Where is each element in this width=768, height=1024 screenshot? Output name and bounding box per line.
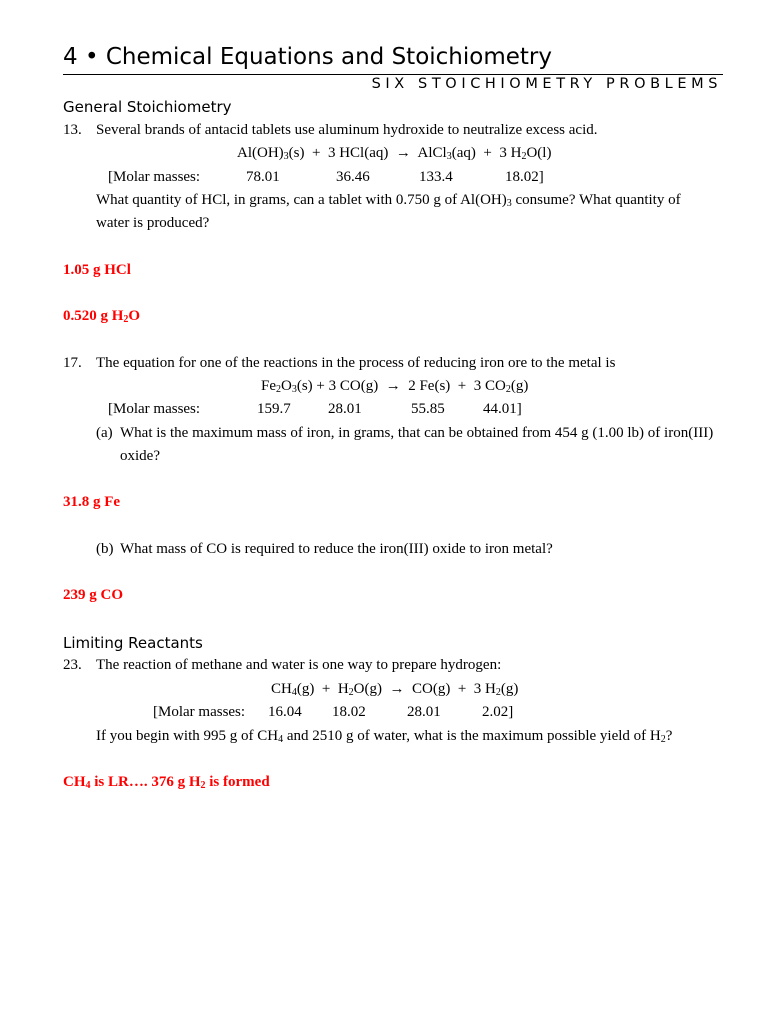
problem-17-molar-value: 55.85 xyxy=(411,401,445,417)
problem-13-molar-value: 133.4 xyxy=(419,169,453,185)
answer-17a-iron: 31.8 g Fe xyxy=(63,494,121,510)
problem-17-intro: The equation for one of the reactions in the process of reducing iron ore to the metal is xyxy=(96,355,616,371)
problem-17-molar-label: [Molar masses: xyxy=(108,401,201,417)
problem-17b-label: (b) xyxy=(96,541,114,557)
problem-13-question: What quantity of HCl, in grams, can a tablet with 0.750 g of $Al(OH)_3$ consume? What quantity of xyxy=(96,192,681,209)
problem-23-molar-value: 28.01 xyxy=(407,704,441,720)
problem-13-question-cont: water is produced? xyxy=(96,215,210,231)
answer-13-water: 0.520 g $H_2O$ xyxy=(63,308,141,325)
problem-13-intro: Several brands of antacid tablets use aluminum hydroxide to neutralize excess acid. xyxy=(96,122,598,138)
problem-17a-label: (a) xyxy=(96,425,113,441)
problem-17b-question: What mass of CO is required to reduce the iron(III) oxide to iron metal? xyxy=(120,541,553,557)
problem-13-molar-value: 78.01 xyxy=(246,169,280,185)
problem-13-equation: $Al(OH)_3(s) + 3$ HCl(aq) → AlCl$_3$(aq) + 3 $H_2O(l)$ xyxy=(237,145,552,162)
problem-23-number: 23. xyxy=(63,657,82,673)
problem-23-intro: The reaction of methane and water is one way to prepare hydrogen: xyxy=(96,657,502,673)
problem-23-molar-value: 18.02 xyxy=(332,704,366,720)
section-heading-general: General Stoichiometry xyxy=(63,98,232,116)
problem-17a-question: What is the maximum mass of iron, in grams, that can be obtained from 454 g (1.00 lb) of iron(III) xyxy=(120,425,714,441)
problem-17-molar-value: 44.01] xyxy=(483,401,522,417)
section-heading-limiting: Limiting Reactants xyxy=(63,634,203,652)
problem-17-molar-value: 159.7 xyxy=(257,401,291,417)
problem-23-question: If you begin with 995 g of $CH_4$ and 2510 g of water, what is the maximum possible yield of $H_2$? xyxy=(96,728,673,745)
problem-23-molar-label: [Molar masses: xyxy=(153,704,246,720)
problem-13-molar-label: [Molar masses: xyxy=(108,169,201,185)
problem-17a-question-cont: oxide? xyxy=(120,448,160,464)
answer-13-hcl: 1.05 g HCl xyxy=(63,262,131,278)
problem-17-molar-value: 28.01 xyxy=(328,401,362,417)
problem-13-number: 13. xyxy=(63,122,82,138)
problem-13-molar-value: 18.02] xyxy=(505,169,544,185)
problem-23-molar-value: 16.04 xyxy=(268,704,302,720)
problem-23-molar-value: 2.02] xyxy=(482,704,514,720)
answer-17b-co: 239 g CO xyxy=(63,587,123,603)
page-subtitle: SIX STOICHIOMETRY PROBLEMS xyxy=(371,76,722,92)
problem-17-number: 17. xyxy=(63,355,82,371)
title-divider xyxy=(63,74,723,75)
page-title: 4 • Chemical Equations and Stoichiometry xyxy=(63,44,552,70)
problem-17-equation: $Fe_2O_3(s) + 3$ CO(g) → 2 Fe(s) + 3 $CO_2(g)$ xyxy=(261,378,529,395)
problem-23-equation: $CH_4(g) + H_2O(g) \to CO(g) + 3$ $H_2(g)$ xyxy=(271,681,519,698)
problem-13-molar-value: 36.46 xyxy=(336,169,370,185)
answer-23-limiting-reactant: $CH_4$ is LR…. 376 g $H_2$ is formed xyxy=(63,774,270,791)
